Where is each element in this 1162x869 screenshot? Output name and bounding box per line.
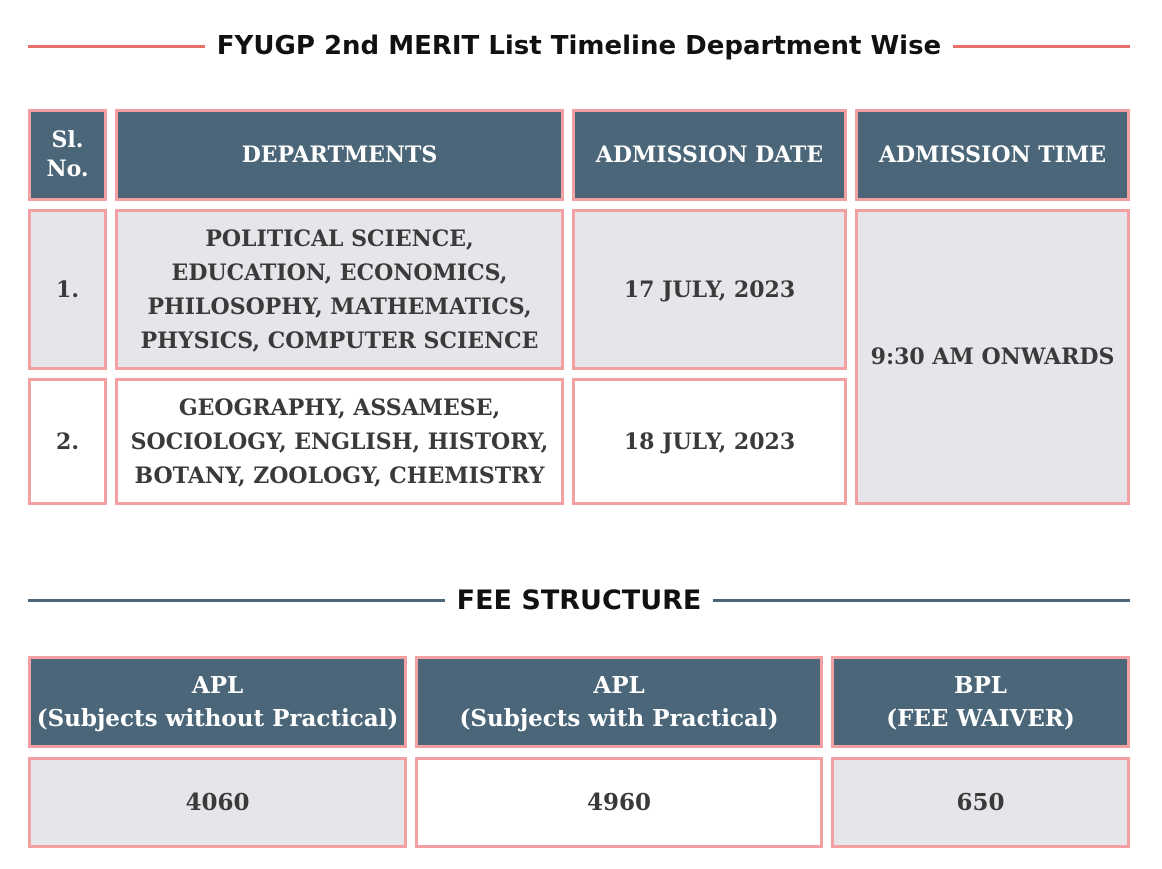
fee-header-apl-without-practical bbox=[28, 656, 407, 748]
row2-sl: 2. bbox=[28, 378, 107, 505]
row1-sl: 1. bbox=[28, 209, 107, 370]
fee-header-line1: APL bbox=[191, 672, 244, 699]
row1-date: 17 JULY, 2023 bbox=[572, 209, 847, 370]
fee-header-bpl bbox=[831, 656, 1130, 748]
row1-departments bbox=[115, 209, 564, 370]
fee-value-apl-without-practical: 4060 bbox=[28, 757, 407, 848]
header-sl-line2: No. bbox=[46, 156, 89, 182]
row2-dept-line: BOTANY, ZOOLOGY, CHEMISTRY bbox=[134, 462, 545, 489]
heading-rule-right bbox=[713, 599, 1130, 602]
header-admission-date: ADMISSION DATE bbox=[572, 109, 847, 201]
fee-header-line2: (FEE WAIVER) bbox=[886, 705, 1075, 732]
fee-value-bpl: 650 bbox=[831, 757, 1130, 848]
row1-dept-line: EDUCATION, ECONOMICS, bbox=[171, 259, 508, 286]
header-sl-no bbox=[28, 109, 107, 201]
timeline-title: FYUGP 2nd MERIT List Timeline Department Wise bbox=[216, 31, 942, 61]
fee-heading bbox=[28, 582, 1130, 618]
fee-header-line1: BPL bbox=[954, 672, 1007, 699]
row1-dept-line: PHILOSOPHY, MATHEMATICS, bbox=[147, 293, 532, 320]
fee-header-apl-with-practical bbox=[415, 656, 823, 748]
fee-value-apl-with-practical: 4960 bbox=[415, 757, 823, 848]
fee-title: FEE STRUCTURE bbox=[456, 584, 702, 616]
row2-departments bbox=[115, 378, 564, 505]
header-sl-line1: Sl. bbox=[51, 127, 84, 153]
fee-header-line2: (Subjects with Practical) bbox=[459, 705, 779, 732]
fee-header-line1: APL bbox=[593, 672, 645, 699]
fee-header-line2: (Subjects without Practical) bbox=[36, 705, 399, 732]
admission-time-value: 9:30 AM ONWARDS bbox=[855, 209, 1130, 505]
row2-dept-line: SOCIOLOGY, ENGLISH, HISTORY, bbox=[130, 428, 549, 455]
header-admission-time: ADMISSION TIME bbox=[855, 109, 1130, 201]
row2-date: 18 JULY, 2023 bbox=[572, 378, 847, 505]
row1-dept-line: PHYSICS, COMPUTER SCIENCE bbox=[140, 327, 539, 354]
timeline-heading bbox=[28, 28, 1130, 64]
header-departments: DEPARTMENTS bbox=[115, 109, 564, 201]
row2-dept-line: GEOGRAPHY, ASSAMESE, bbox=[178, 394, 501, 421]
heading-rule-left bbox=[28, 599, 445, 602]
heading-rule-left bbox=[28, 45, 205, 48]
row1-dept-line: POLITICAL SCIENCE, bbox=[205, 225, 474, 252]
heading-rule-right bbox=[953, 45, 1130, 48]
